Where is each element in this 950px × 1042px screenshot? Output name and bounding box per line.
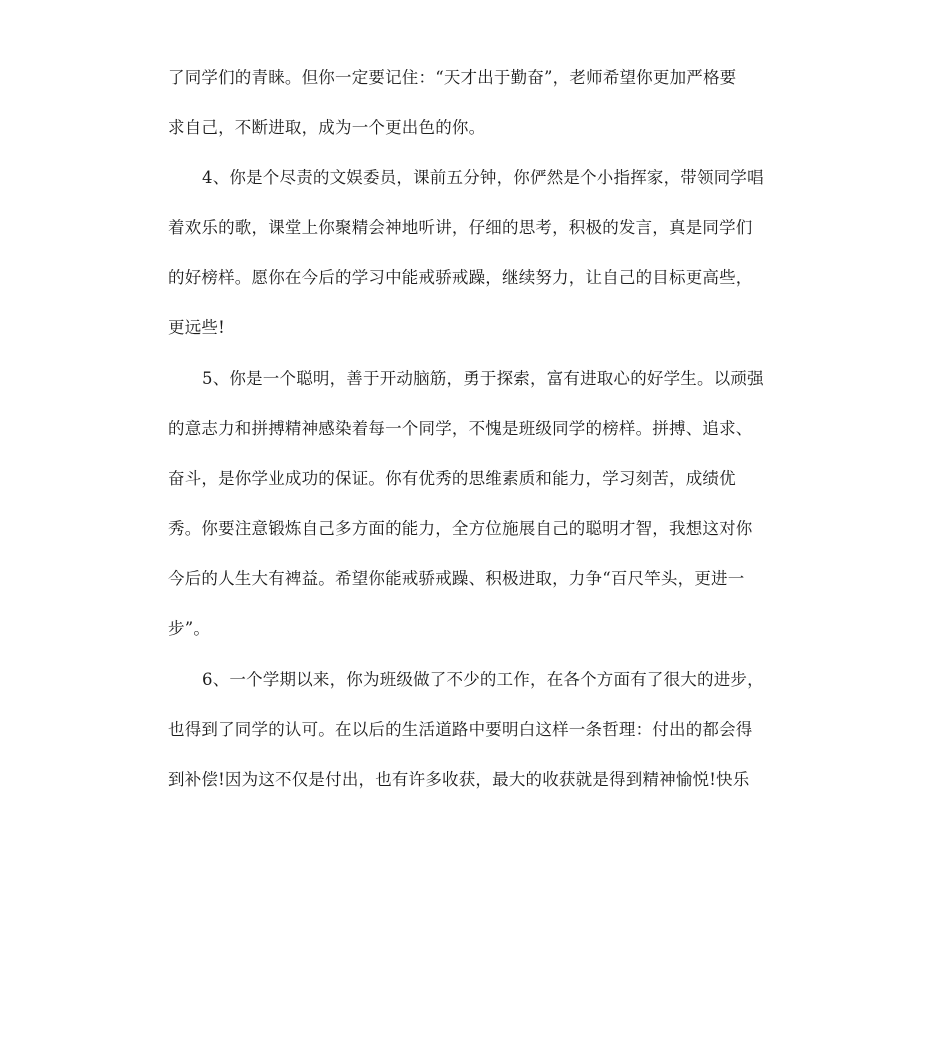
text-line: 的意志力和拼搏精神感染着每一个同学，不愧是班级同学的榜样。拼搏、追求、 [168,419,753,438]
text-line: 的好榜样。愿你在今后的学习中能戒骄戒躁，继续努力，让自己的目标更高些， [168,268,753,287]
text-line: 今后的人生大有裨益。希望你能戒骄戒躁、积极进取，力争“百尺竿头，更进一 [168,569,745,588]
paragraph-4-first-line: 4、你是个尽责的文娱委员，课前五分钟，你俨然是个小指挥家，带领同学唱 [202,168,764,187]
text-line: 求自己，不断进取，成为一个更出色的你。 [168,118,486,137]
text-line: 也得到了同学的认可。在以后的生活道路中要明白这样一条哲理：付出的都会得 [168,720,753,739]
paragraph-5-first-line: 5、你是一个聪明，善于开动脑筋，勇于探索，富有进取心的好学生。以顽强 [202,369,764,388]
text-line: 更远些! [168,318,225,337]
text-line: 奋斗，是你学业成功的保证。你有优秀的思维素质和能力，学习刻苦，成绩优 [168,469,736,488]
text-line: 到补偿!因为这不仅是付出，也有许多收获，最大的收获就是得到精神愉悦!快乐 [168,770,750,789]
text-line: 了同学们的青睐。但你一定要记住：“天才出于勤奋”，老师希望你更加严格要 [168,68,737,87]
text-line: 步”。 [168,619,211,638]
paragraph-6-first-line: 6、一个学期以来，你为班级做了不少的工作，在各个方面有了很大的进步， [202,670,764,689]
text-line: 秀。你要注意锻炼自己多方面的能力，全方位施展自己的聪明才智，我想这对你 [168,519,753,538]
text-line: 着欢乐的歌，课堂上你聚精会神地听讲，仔细的思考，积极的发言，真是同学们 [168,218,753,237]
